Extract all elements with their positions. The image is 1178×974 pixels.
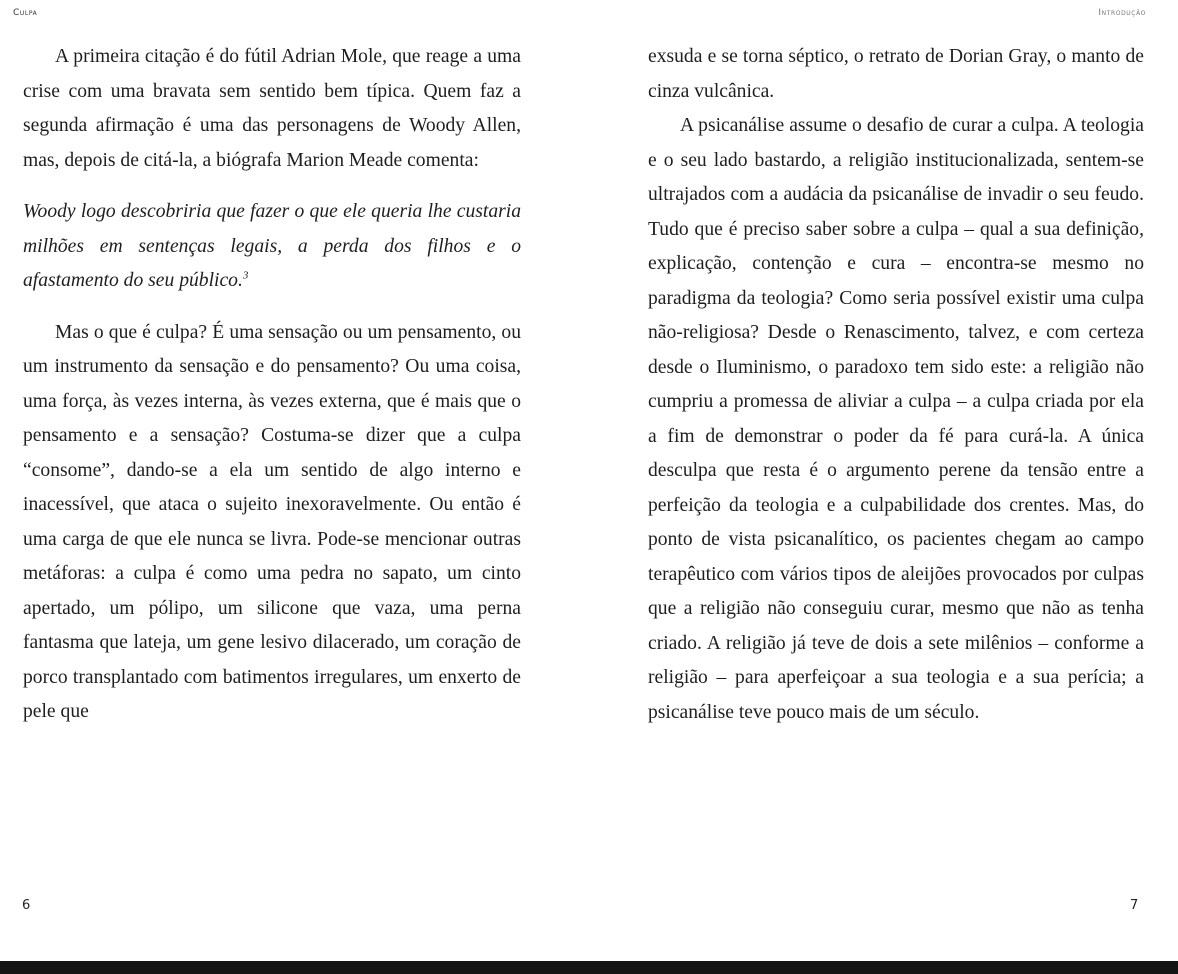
right-paragraph-2: A psicanálise assume o desafio de curar a culpa. A teologia e o seu lado bastardo, a religião institucionalizada, sentem-se ultrajados com a audácia da psicanálise de invadir o seu feudo. Tudo que é preciso saber sobre a culpa – qual a sua definição, explicação, contenção e cura – encontra-se mesmo no paradigma da teologia? Como seria possível existir uma culpa não-religiosa? Desde o Renascimento, talvez, e com certeza desde o Iluminismo, o paradoxo tem sido este: a religião não cumpriu a promessa de aliviar a culpa – a culpa criada por ela a fim de demonstrar o poder da fé para curá-la. A única desculpa que resta é o argumento perene da tensão entre a perfeição da teologia e a culpabilidade dos crentes. Mas, do ponto de vista psicanalítico, os pacientes chegam ao campo terapêutico com vários tipos de aleijões provocados por culpas que a religião não conseguiu curar, mesmo que não as tenha criado. A religião já teve de dois a sete milênios – conforme a religião – para aperfeiçoar a sua teologia e a sua perícia; a psicanálise teve pouco mais de um século. [648, 115, 1144, 723]
right-paragraph-1: exsuda e se torna séptico, o retrato de Dorian Gray, o manto de cinza vulcânica. [648, 46, 1144, 102]
scan-bottom-edge [0, 961, 1178, 974]
left-paragraph-2: Mas o que é culpa? É uma sensação ou um pensamento, ou um instrumento da sensação e do pensamento? Ou uma coisa, uma força, às vezes interna, às vezes externa, que é mais que o pensamento e a sensação? Costuma-se dizer que a culpa “consome”, dando-se a ela um sentido de algo interno e inacessível, que ataca o sujeito inexoravelmente. Ou então é uma carga de que ele nunca se livra. Pode-se mencionar outras metáforas: a culpa é como uma pedra no sapato, um cinto apertado, um pólipo, um silicone que vaza, uma perna fantasma que lateja, um gene lesivo dilacerado, um coração de porco transplantado com batimentos irregulares, um enxerto de pele que [23, 321, 521, 722]
right-page-text [648, 40, 1144, 730]
block-quote [23, 178, 521, 316]
footnote-marker: 3 [242, 269, 249, 282]
page-number-left: 6 [22, 898, 31, 913]
block-quote-text: Woody logo descobriria que fazer o que ele queria lhe custaria milhões em sentenças legais, a perda dos filhos e o afastamento do seu público. [23, 201, 521, 291]
running-head-left: Culpa [13, 8, 38, 18]
left-paragraph-1: A primeira citação é do fútil Adrian Mole, que reage a uma crise com uma bravata sem sentido bem típica. Quem faz a segunda afirmação é uma das personagens de Woody Allen, mas, depois de citá-la, a biógrafa Marion Meade comenta: [23, 46, 521, 171]
page-number-right: 7 [1130, 898, 1139, 913]
left-page-text [23, 40, 521, 730]
running-head-right: Introdução [1098, 8, 1146, 18]
